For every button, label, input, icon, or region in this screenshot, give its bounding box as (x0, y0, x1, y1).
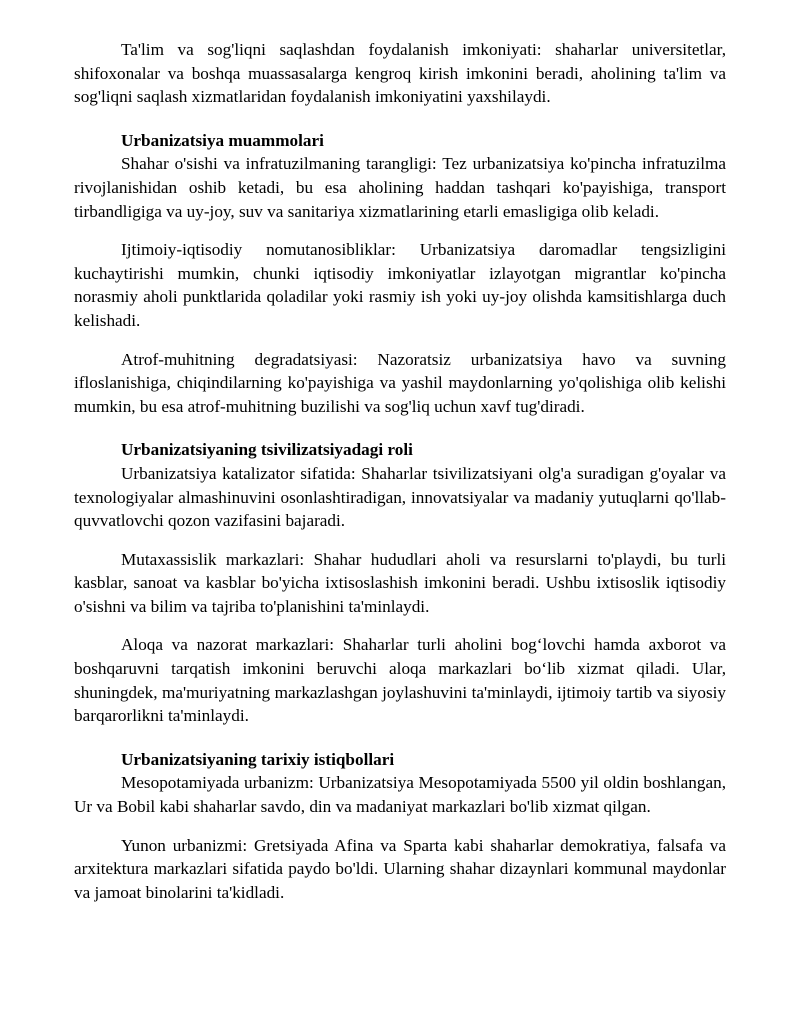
paragraph-environment: Atrof-muhitning degradatsiyasi: Nazoratsiz urbanizatsiya havo va suvning ifloslanishiga, chiqindilarning ko'payishiga va yashil maydonlarning yo'qolishiga olib kelishi mumkin, bu esa atrof-muhitning buzilishi va sog'liq uchun xavf tug'diradi. (74, 349, 726, 416)
section-heading-historical: Urbanizatsiyaning tarixiy istiqbollari (121, 749, 395, 769)
section-heading-problems: Urbanizatsiya muammolari (121, 130, 324, 150)
section-heading-civilization-role: Urbanizatsiyaning tsivilizatsiyadagi roli (121, 440, 413, 460)
paragraph-communication-control: Aloqa va nazorat markazlari: Shaharlar turli aholini bog‘lovchi hamda axborot va boshqaruvni tarqatish imkonini beruvchi aloqa markazlari bo‘lib xizmat qiladi. Ular, shuningdek, ma'muriyatning markazlashgan joylashuvini ta'minlaydi, ijtimoiy tartib va siyosiy barqarorlikni ta'minlaydi. (74, 635, 726, 726)
paragraph-urban-growth: Shahar o'sishi va infratuzilmaning tarangligi: Tez urbanizatsiya ko'pincha infratuzilma rivojlanishidan oshib ketadi, bu esa aholining haddan tashqari ko'payishiga, transport tirbandligiga va uy-joy, suv va sanitariya xizmatlarining etarli emasligiga olib keladi. (74, 154, 726, 221)
paragraph-greek: Yunon urbanizmi: Gretsiyada Afina va Sparta kabi shaharlar demokratiya, falsafa va arxitektura markazlari sifatida paydo bo'ldi. Ularning shahar dizaynlari kommunal maydonlar va jamoat binolarini ta'kidladi. (74, 835, 726, 902)
paragraph-catalyst: Urbanizatsiya katalizator sifatida: Shaharlar tsivilizatsiyani olg'a suradigan g'oyalar va texnologiyalar almashinuvini osonlashtiradigan, innovatsiyalar va madaniy yutuqlarni qo'llab-quvvatlovchi qozon vazifasini bajaradi. (74, 463, 726, 531)
paragraph-specialization: Mutaxassislik markazlari: Shahar hududlari aholi va resurslarni to'playdi, bu turli kasblar, sanoat va kasblar bo'yicha ixtisoslashish imkonini beradi. Ushbu ixtisoslik iqtisodiy o'sishni va bilim va tajriba to'planishini ta'minlaydi. (74, 549, 726, 616)
paragraph-mesopotamia: Mesopotamiyada urbanizm: Urbanizatsiya Mesopotamiyada 5500 yil oldin boshlangan, Ur va Bobil kabi shaharlar savdo, din va madaniyat markazlari bo'lib xizmat qilgan. (74, 773, 726, 817)
document-page (74, 38, 726, 919)
paragraph-socioeconomic: Ijtimoiy-iqtisodiy nomutanosibliklar: Urbanizatsiya daromadlar tengsizligini kuchaytirishi mumkin, chunki iqtisodiy imkoniyatlar izlayotgan migrantlar ko'pincha norasmiy aholi punktlarida qoladilar yoki rasmiy ish yoki uy-joy olishda kamsitishlarga duch kelishadi. (74, 240, 726, 330)
paragraph-education-health: Ta'lim va sog'liqni saqlashdan foydalanish imkoniyati: shaharlar universitetlar, shifoxonalar va boshqa muassasalarga kengroq kirish imkonini beradi, aholining ta'lim va sog'liqni saqlash xizmatlaridan foydalanish imkoniyatini yaxshilaydi. (74, 40, 726, 107)
